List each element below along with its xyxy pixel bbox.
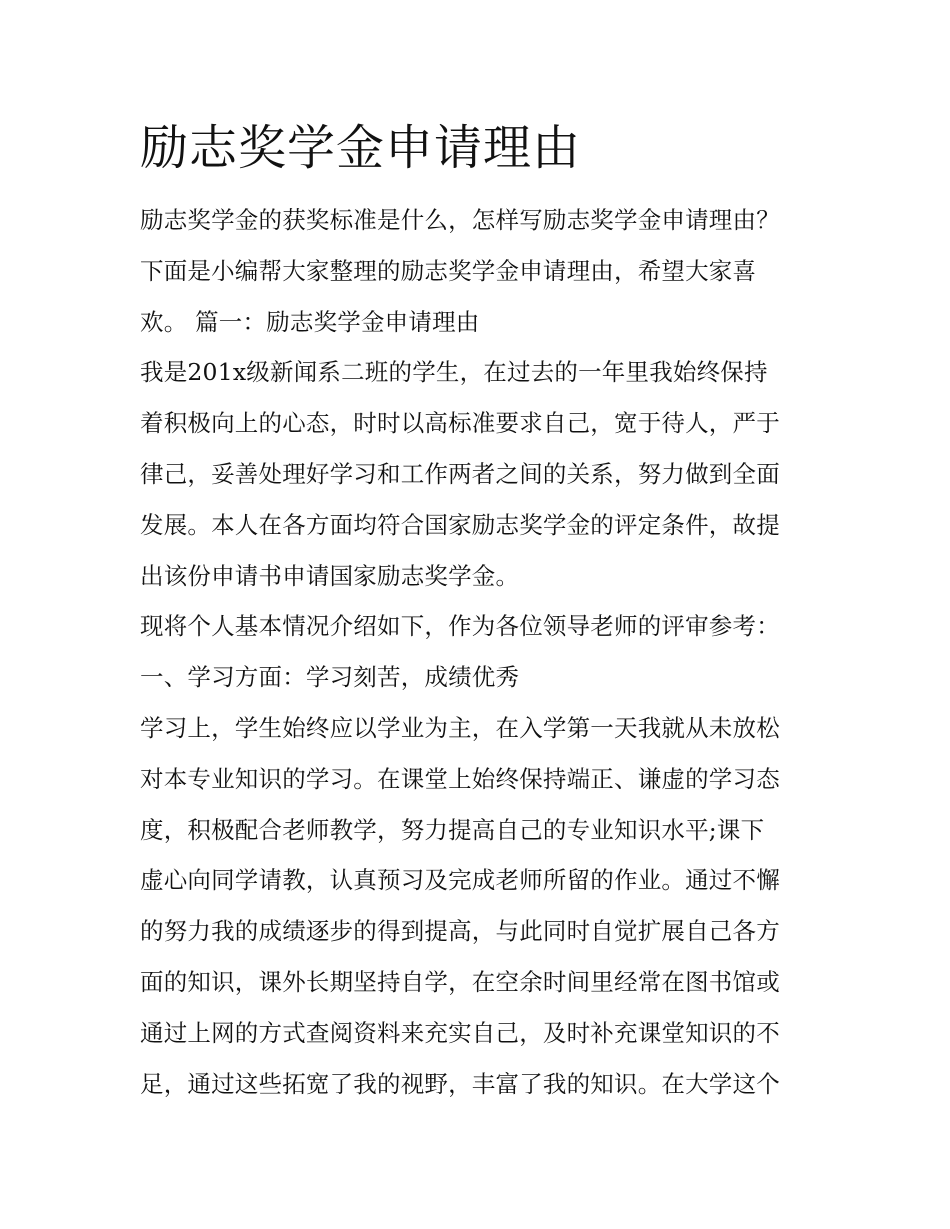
text-line: 的努力我的成绩逐步的得到提高，与此同时自觉扩展自己各方 xyxy=(140,917,780,946)
text-line: 我是201x级新闻系二班的学生，在过去的一年里我始终保持 xyxy=(140,358,768,387)
text-line: 学习上，学生始终应以学业为主，在入学第一天我就从未放松 xyxy=(140,713,780,742)
text-line: 足，通过这些拓宽了我的视野，丰富了我的知识。在大学这个 xyxy=(140,1069,780,1098)
text-line: 出该份申请书申请国家励志奖学金。 xyxy=(140,561,520,590)
text-line: 度，积极配合老师教学，努力提高自己的专业知识水平;课下 xyxy=(140,815,765,844)
text-line: 发展。本人在各方面均符合国家励志奖学金的评定条件，故提 xyxy=(140,510,780,539)
section-heading: 一、学习方面：学习刻苦，成绩优秀 xyxy=(140,663,520,692)
text-line: 着积极向上的心态，时时以高标准要求自己，宽于待人，严于 xyxy=(140,409,780,438)
text-line: 虚心向同学请教，认真预习及完成老师所留的作业。通过不懈 xyxy=(140,866,780,895)
text-line: 通过上网的方式查阅资料来充实自己，及时补充课堂知识的不 xyxy=(140,1018,780,1047)
text-line: 励志奖学金的获奖标准是什么，怎样写励志奖学金申请理由？ xyxy=(140,206,780,234)
text-line: 欢。 篇一：励志奖学金申请理由 xyxy=(140,307,480,336)
text-line: 现将个人基本情况介绍如下，作为各位领导老师的评审参考： xyxy=(140,612,780,641)
text-line: 律己，妥善处理好学习和工作两者之间的关系，努力做到全面 xyxy=(140,459,780,488)
text-line: 面的知识，课外长期坚持自学，在空余时间里经常在图书馆或 xyxy=(140,967,780,996)
text-line: 下面是小编帮大家整理的励志奖学金申请理由，希望大家喜 xyxy=(140,256,757,285)
document-title: 励志奖学金申请理由 xyxy=(140,120,582,176)
text-line: 对本专业知识的学习。在课堂上始终保持端正、谦虚的学习态 xyxy=(140,764,780,793)
document-body xyxy=(140,195,830,1109)
